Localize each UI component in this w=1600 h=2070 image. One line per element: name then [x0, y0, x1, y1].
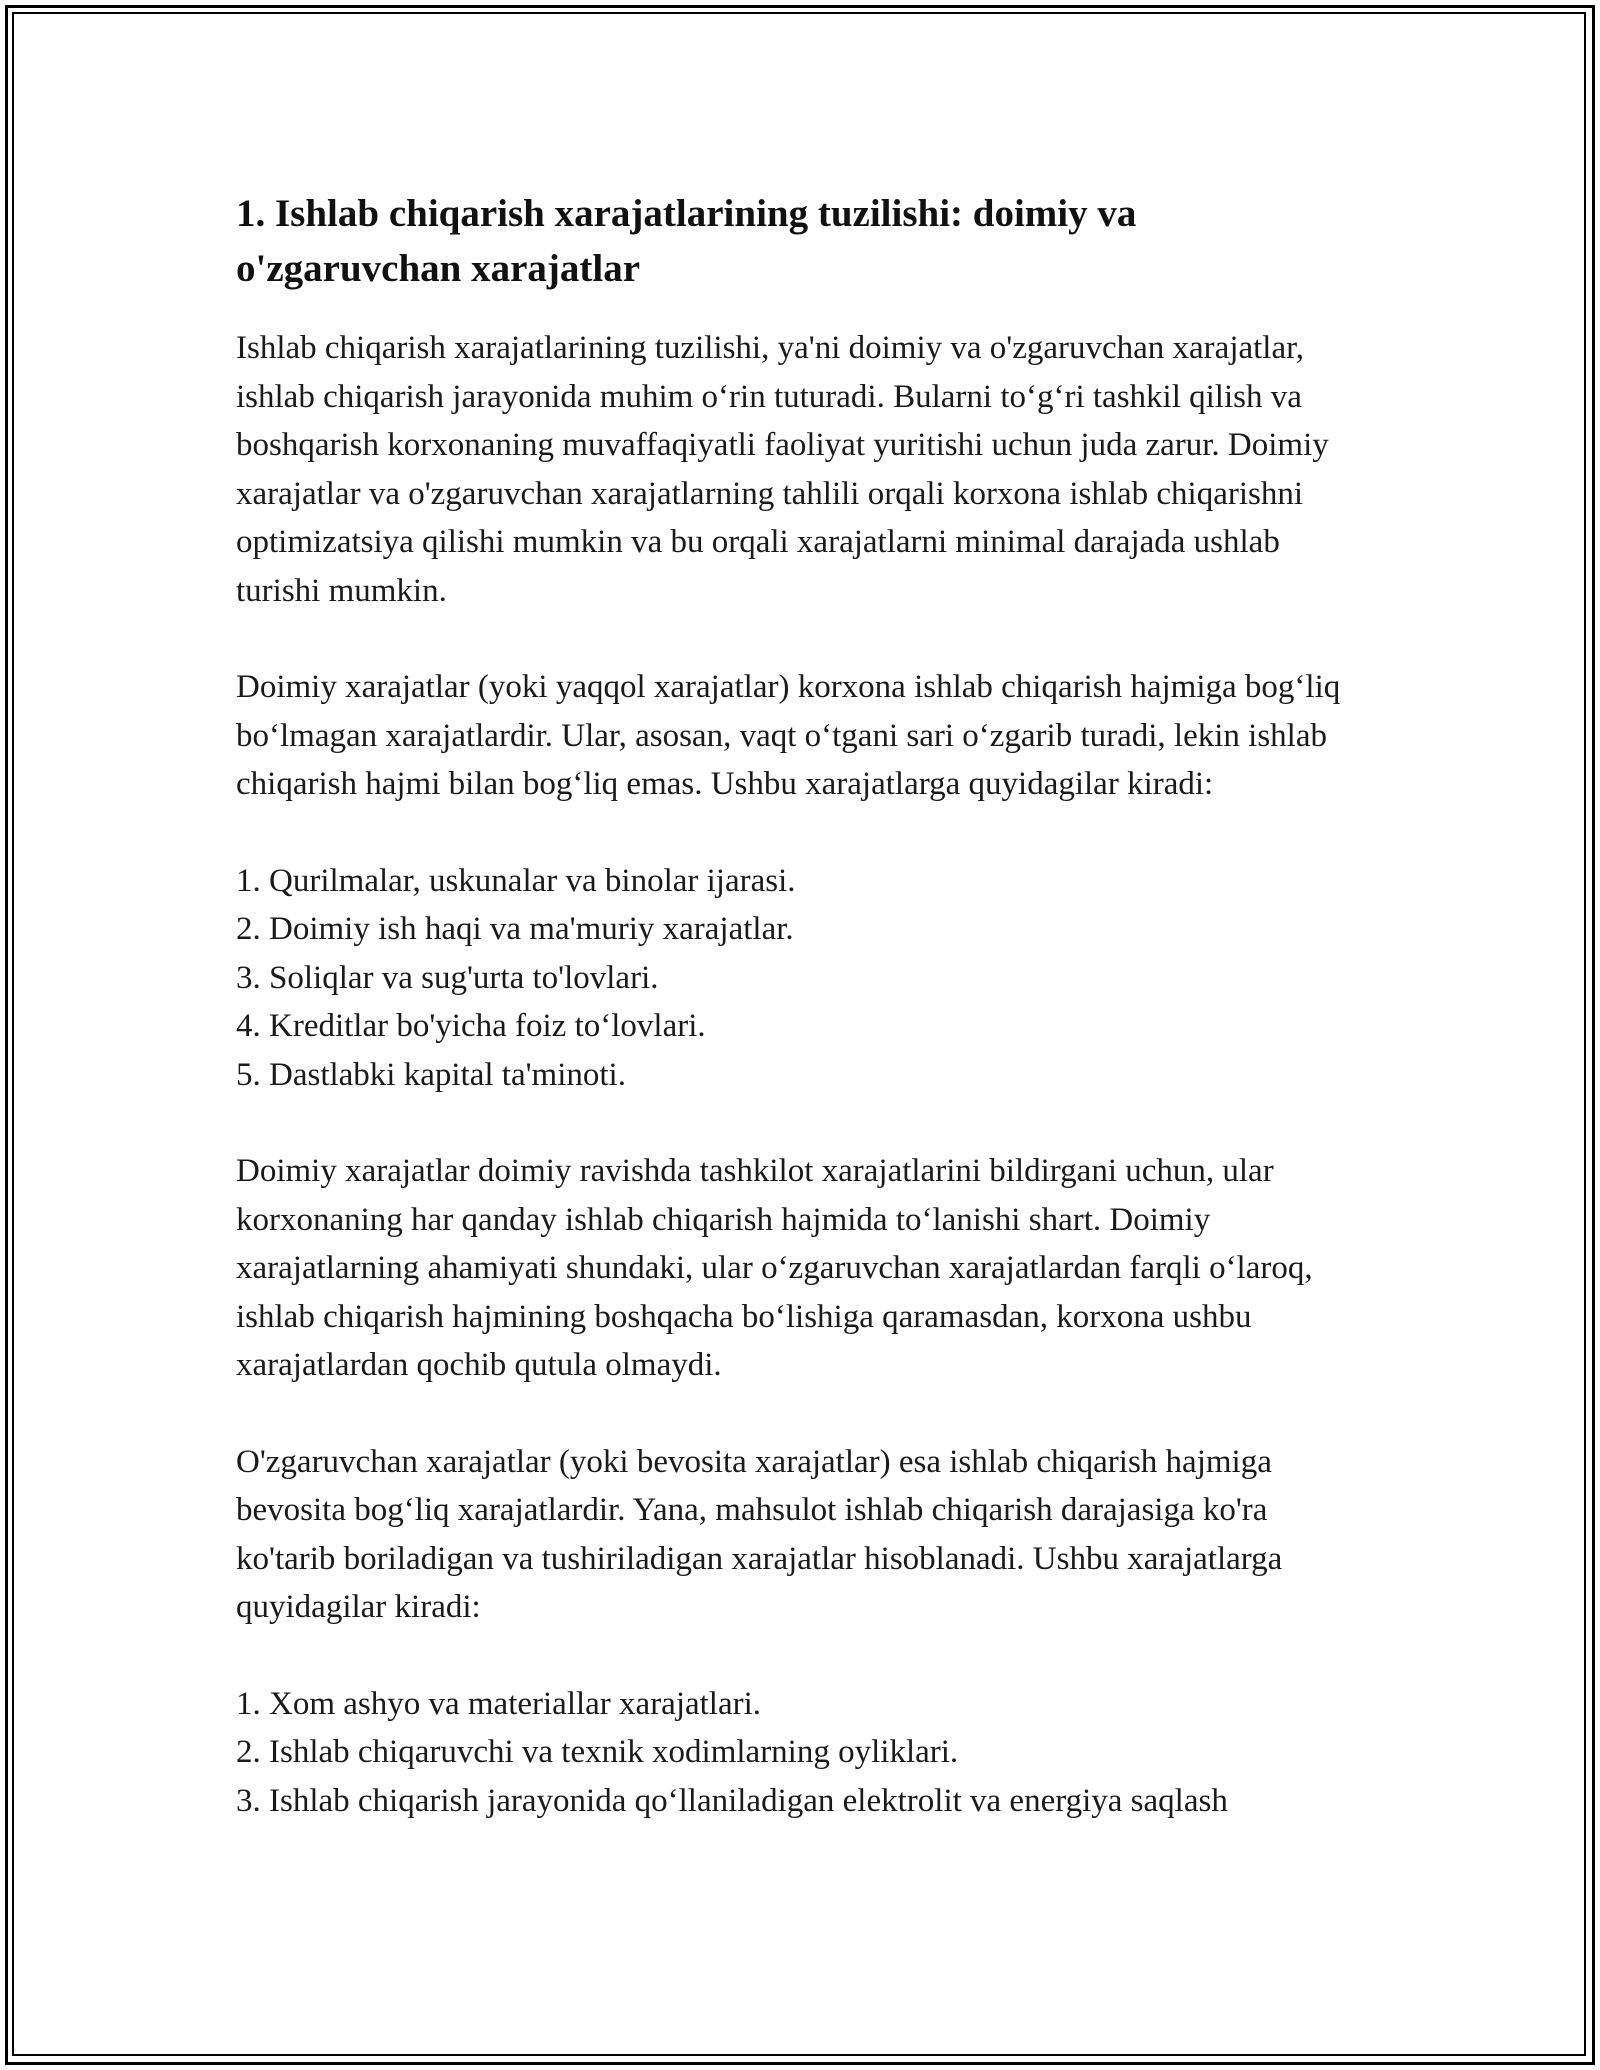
section-heading: 1. Ishlab chiqarish xarajatlarining tuzilishi: doimiy va o'zgaruvchan xarajatlar — [236, 192, 1137, 290]
variable-costs-list — [236, 1680, 1356, 1826]
list-item: 2. Ishlab chiqaruvchi va texnik xodimlarning oyliklari. — [236, 1734, 959, 1770]
document-body — [236, 186, 1356, 1873]
fixed-costs-paragraph: Doimiy xarajatlar (yoki yaqqol xarajatlar) korxona ishlab chiqarish hajmiga bog‘liq bo‘lmagan xarajatlardir. Ular, asosan, vaqt o‘tgani sari o‘zgarib turadi, lekin ishlab chiqarish hajmi bilan bog‘liq emas. Ushbu xarajatlarga quyidagilar kiradi: — [236, 669, 1341, 802]
list-item: 3. Soliqlar va sug'urta to'lovlari. — [236, 959, 659, 996]
list-item: 2. Doimiy ish haqi va ma'muriy xarajatlar. — [236, 911, 794, 947]
list-item: 5. Dastlabki kapital ta'minoti. — [236, 1056, 626, 1093]
list-item: 4. Kreditlar bo'yicha foiz to‘lovlari. — [236, 1008, 706, 1044]
fixed-costs-importance-paragraph: Doimiy xarajatlar doimiy ravishda tashkilot xarajatlarini bildirgani uchun, ular korxonaning har qanday ishlab chiqarish hajmida to‘lanishi shart. Doimiy xarajatlarning ahamiyati shundaki, ular o‘zgaruvchan xarajatlardan farqli o‘laroq, ishlab chiqarish hajmining boshqacha bo‘lishiga qaramasdan, korxona ushbu xarajatlardan qochib qutula olmaydi. — [236, 1153, 1313, 1383]
list-item: 3. Ishlab chiqarish jarayonida qo‘llaniladigan elektrolit va energiya saqlash — [236, 1782, 1228, 1819]
fixed-costs-list — [236, 857, 1356, 1100]
variable-costs-paragraph: O'zgaruvchan xarajatlar (yoki bevosita xarajatlar) esa ishlab chiqarish hajmiga bevosita bog‘liq xarajatlardir. Yana, mahsulot ishlab chiqarish darajasiga ko'ra ko'tarib boriladigan va tushiriladigan xarajatlar hisoblanadi. Ushbu xarajatlarga quyidagilar kiradi: — [236, 1443, 1283, 1625]
list-item: 1. Xom ashyo va materiallar xarajatlari. — [236, 1685, 762, 1722]
intro-paragraph: Ishlab chiqarish xarajatlarining tuzilishi, ya'ni doimiy va o'zgaruvchan xarajatlar, ishlab chiqarish jarayonida muhim o‘rin tuturadi. Bularni to‘g‘ri tashkil qilish va boshqarish korxonaning muvaffaqiyatli faoliyat yuritishi uchun juda zarur. Doimiy xarajatlar va o'zgaruvchan xarajatlarning tahlili orqali korxona ishlab chiqarishni optimizatsiya qilishi mumkin va bu orqali xarajatlarni minimal darajada ushlab turishi mumkin. — [236, 330, 1329, 609]
list-item: 1. Qurilmalar, uskunalar va binolar ijarasi. — [236, 862, 796, 899]
